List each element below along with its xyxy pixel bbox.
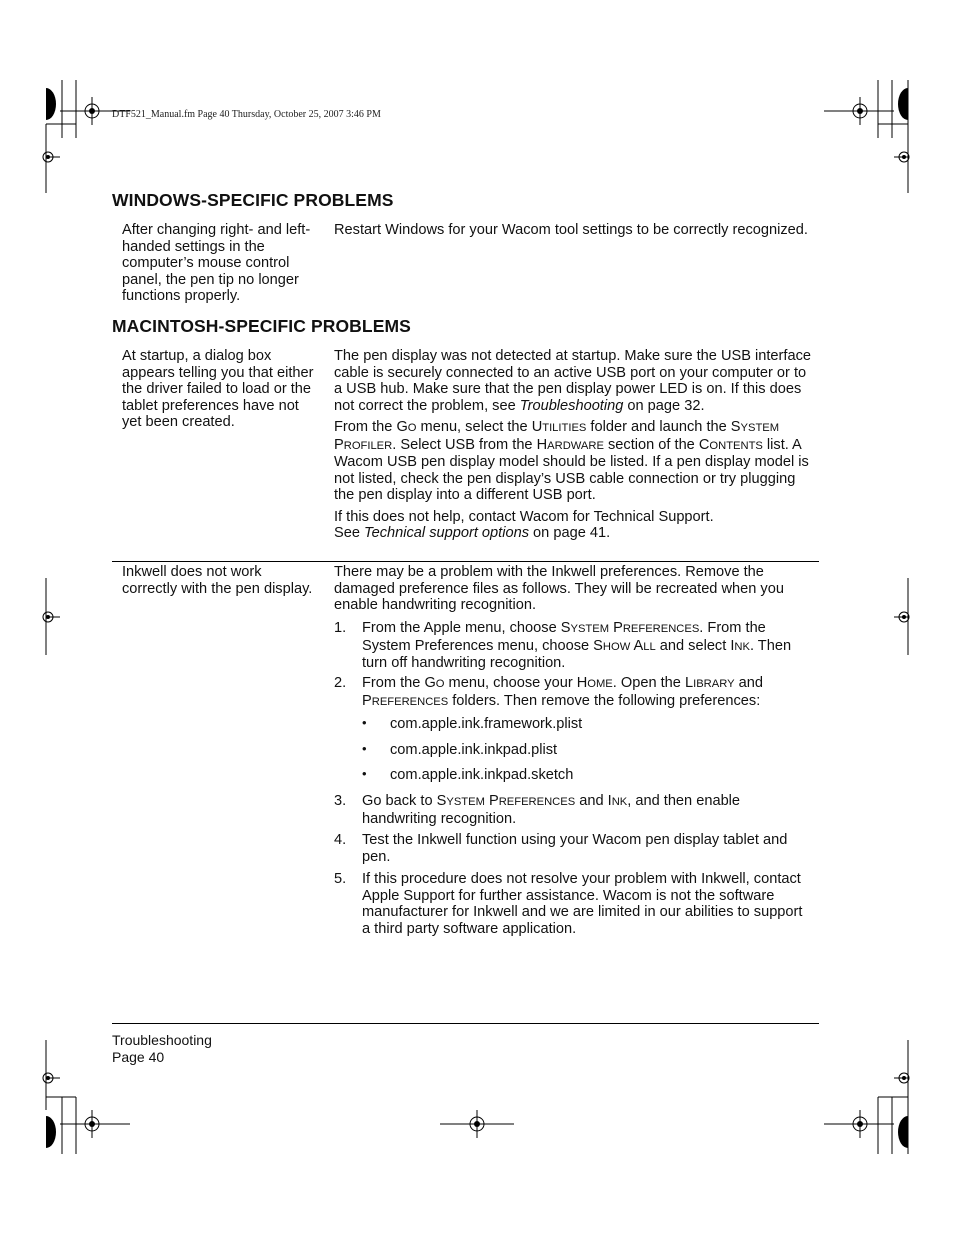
step-5-text: If this procedure does not resolve your problem with Inkwell, contact Apple Support for further assistance. Wacom is not the software manufacturer for Inkwell and we are limited in our abilities to support a third party software application. — [362, 871, 803, 937]
row-divider — [112, 561, 819, 562]
windows-problem — [122, 222, 318, 305]
step-3-text: Go back to SYSTEM PREFERENCES and INK, and then enable handwriting recognition. — [362, 793, 741, 827]
step-2-text: From the GO menu, choose your HOME. Open the LIBRARY and PREFERENCES folders. Then remove the following preferences: — [362, 675, 763, 709]
mac-solution-inkwell-intro — [334, 564, 812, 614]
footer-divider — [112, 1023, 819, 1024]
mac-section-title: MACINTOSH-SPECIFIC PROBLEMS — [112, 316, 411, 336]
windows-problem-text: After changing right- and left-handed settings in the computer’s mouse control panel, the pen tip no longer functions properly. — [122, 222, 311, 304]
bullet-icon: • — [362, 766, 367, 781]
technical-support-link[interactable]: Technical support options — [364, 525, 529, 541]
inkwell-intro-text: There may be a problem with the Inkwell preferences. Remove the damaged preference files as follows. They will be recreated when you enable handwriting recognition. — [334, 564, 784, 613]
mac-problem-startup — [122, 348, 318, 431]
windows-solution — [334, 222, 812, 239]
print-header: DTF521_Manual.fm Page 40 Thursday, October 25, 2007 3:46 PM — [112, 109, 381, 120]
solution-paragraph-1: The pen display was not detected at startup. Make sure the USB interface cable is securely connected to an active USB port on your computer or to a USB hub. Make sure that the pen display power LED is on. If this does not correct the problem, see Troubleshooting on page 32. — [334, 348, 811, 414]
solution-paragraph-2: From the GO menu, select the UTILITIES folder and launch the SYSTEM PROFILER. Select USB from the HARDWARE section of the CONTENTS list. A Wacom USB pen display model should be listed. If a pen display model is not listed, check the pen display’s USB cable connection or try plugging the pen display into a different USB port. — [334, 419, 809, 503]
step-1-text: From the Apple menu, choose SYSTEM PREFERENCES. From the System Preferences menu, choose SHOW ALL and select INK. Then turn off handwriting recognition. — [362, 620, 792, 671]
troubleshooting-link[interactable]: Troubleshooting — [519, 397, 624, 414]
solution-paragraph-3: If this does not help, contact Wacom for Technical Support. See Technical support options on page 41. — [334, 508, 714, 541]
mac-problem-inkwell — [122, 564, 318, 597]
footer-section-name: Troubleshooting — [112, 1032, 212, 1048]
windows-section-title: WINDOWS-SPECIFIC PROBLEMS — [112, 190, 394, 210]
page-footer — [112, 1032, 212, 1066]
step-4-text: Test the Inkwell function using your Wacom pen display tablet and pen. — [362, 832, 788, 865]
windows-solution-text: Restart Windows for your Wacom tool settings to be correctly recognized. — [334, 222, 808, 238]
footer-page-number: Page 40 — [112, 1049, 165, 1065]
mac-problem-inkwell-text: Inkwell does not work correctly with the pen display. — [122, 564, 313, 597]
mac-problem-startup-text: At startup, a dialog box appears telling you that either the driver failed to load or the tablet preferences have not yet been created. — [122, 348, 314, 430]
bullet-icon: • — [362, 715, 367, 730]
bullet-icon: • — [362, 741, 367, 756]
mac-solution-startup — [334, 348, 812, 542]
